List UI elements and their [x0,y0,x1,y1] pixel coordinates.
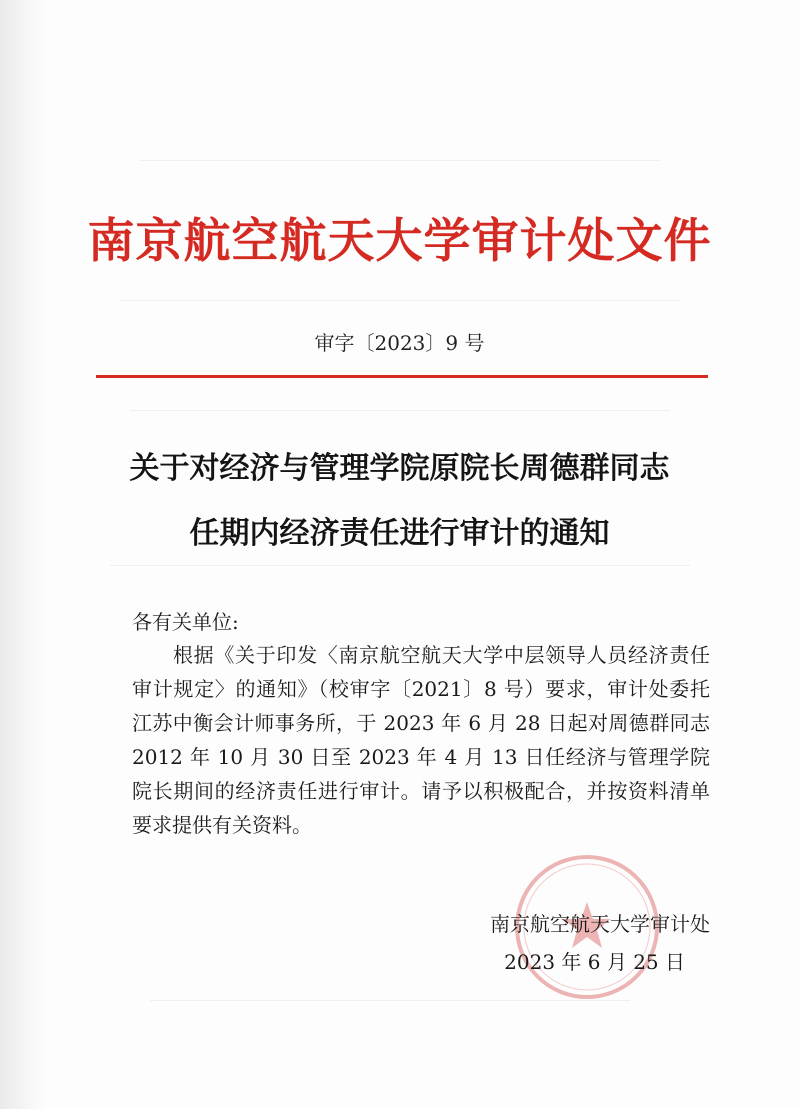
bleed-through-line [110,565,690,566]
signature-date: 2023 年 6 月 25 日 [504,950,685,974]
body-paragraph: 根据《关于印发〈南京航空航天大学中层领导人员经济责任审计规定〉的通知》（校审字〔2021〕8 号）要求，审计处委托江苏中衡会计师事务所，于 2023 年 6 月 28 日起对周德群同志 2012 年 10 月 30 日至 2023 年 4 月 13 日任经济与管理学院院长期间的经济责任进行审计。请予以积极配合，并按资料清单要求提供有关资料。 [132,643,710,837]
notice-title-line-2: 任期内经济责任进行审计的通知 [189,516,610,551]
notice-title-line-1: 关于对经济与管理学院原院长周德群同志 [129,451,670,486]
bleed-through-line [130,410,670,411]
scan-left-edge [0,0,46,1109]
bleed-through-line [120,300,680,301]
document-number: 审字〔2023〕9 号 [314,331,485,355]
bleed-through-line [140,160,660,161]
header-title: 南京航空航天大学审计处文件 [87,214,712,269]
signature-organization: 南京航空航天大学审计处 [490,912,710,936]
red-divider [96,375,708,378]
salutation: 各有关单位: [132,610,239,634]
